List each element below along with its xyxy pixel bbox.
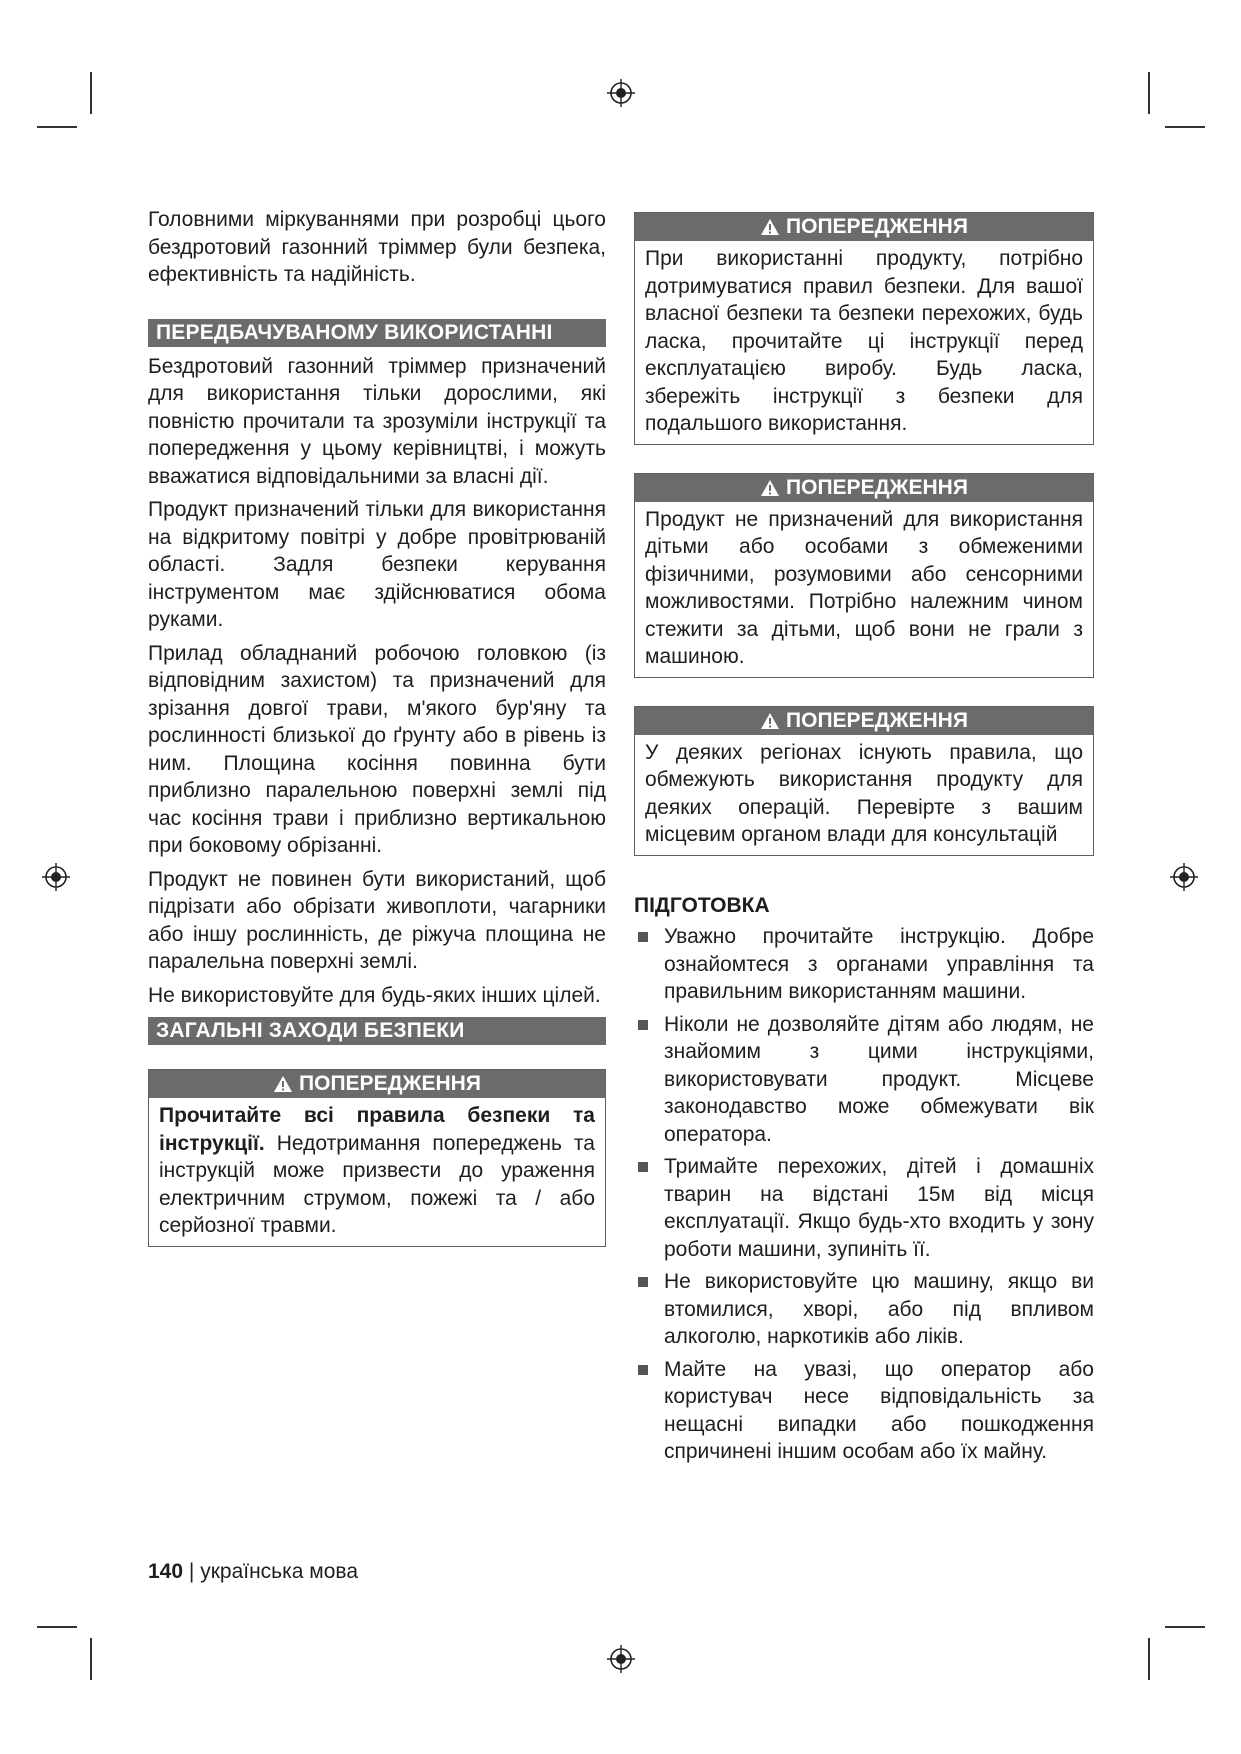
crop-mark	[1165, 126, 1205, 128]
warning-triangle-icon	[273, 1075, 293, 1093]
paragraph: Продукт не повинен бути використаний, щоб підрізати або обрізати живоплоти, чагарники або іншу рослинність, де ріжуча площина не паралельна поверхні землі.	[148, 867, 606, 973]
warning-body: Продукт не призначений для використання дітьми або особами з обмеженими фізичними, розумовими або сенсорними можливостями. Потрібно належним чином стежити за дітьми, щоб вони не грали з машиною.	[645, 507, 1083, 668]
crop-mark	[1165, 1626, 1205, 1628]
list-item	[634, 1356, 1094, 1466]
square-bullet-icon	[638, 932, 648, 942]
crop-mark	[90, 72, 92, 114]
warning-title: ПОПЕРЕДЖЕННЯ	[786, 475, 968, 499]
list-item-text: Уважно прочитайте інструкцію. Добре ознайомтеся з органами управління та правильним використанням машини.	[664, 925, 1094, 1003]
crop-mark	[1148, 1638, 1150, 1680]
footer-language: українська мова	[200, 1560, 359, 1583]
right-column	[634, 212, 1094, 1471]
warning-box	[634, 212, 1094, 445]
crop-mark	[37, 1626, 77, 1628]
warning-triangle-icon	[760, 218, 780, 236]
list-item-text: Майте на увазі, що оператор або користувач несе відповідальність за нещасні випадки або пошкодження спричинені іншим особам або їх майну.	[664, 1357, 1094, 1463]
registration-mark-icon	[606, 78, 636, 108]
warning-body	[149, 1098, 605, 1246]
registration-mark-icon	[1169, 862, 1199, 892]
list-item	[634, 1011, 1094, 1149]
warning-header	[635, 474, 1093, 502]
square-bullet-icon	[638, 1162, 648, 1172]
crop-mark	[37, 126, 77, 128]
paragraph: Продукт призначений тільки для використання на відкритому повітрі у добре провітрюваній області. Задля безпеки керування інструментом має здійснюватися обома руками.	[148, 498, 606, 631]
list-item	[634, 1268, 1094, 1351]
warning-title: ПОПЕРЕДЖЕННЯ	[299, 1072, 481, 1095]
warning-body: При використанні продукту, потрібно дотримуватися правил безпеки. Для вашої власної безпеки та безпеки перехожих, будь ласка, прочитайте ці інструкції перед експлуатацією виробу. Будь ласка, збережіть інструкції з безпеки для подальшого використання.	[645, 247, 1083, 435]
preparation-heading: ПІДГОТОВКА	[634, 893, 770, 917]
warning-header	[635, 213, 1093, 241]
registration-mark-icon	[41, 862, 71, 892]
list-item-text: Тримайте перехожих, дітей і домашніх тварин на відстані 15м від місця експлуатації. Якщо будь-хто входить у зону роботи машини, зупиніть її.	[664, 1155, 1094, 1261]
section-heading-general-safety: ЗАГАЛЬНІ ЗАХОДИ БЕЗПЕКИ	[148, 1017, 606, 1045]
list-item	[634, 923, 1094, 1006]
square-bullet-icon	[638, 1277, 648, 1287]
registration-mark-icon	[606, 1644, 636, 1674]
warning-body: У деяких регіонах існують правила, що обмежують використання продукту для деяких операцій. Перевірте з вашим місцевим органом влади для консультацій	[645, 740, 1083, 846]
crop-mark	[90, 1638, 92, 1680]
footer-separator: |	[188, 1560, 195, 1583]
page-number: 140	[148, 1560, 184, 1583]
warning-box	[148, 1069, 606, 1247]
crop-mark	[1148, 72, 1150, 114]
square-bullet-icon	[638, 1365, 648, 1375]
paragraph: Прилад обладнаний робочою головкою (із відповідним захистом) та призначений для зрізання довгої трави, м'якого бур'яну та рослинності близької до ґрунту або в рівень із ним. Площина косіння повинна бути приблизно паралельною поверхні землі під час косіння трави і приблизно вертикальною при боковому обрізанні.	[148, 641, 606, 857]
warning-header	[149, 1070, 605, 1098]
section-heading-intended-use: ПЕРЕДБАЧУВАНОМУ ВИКОРИСТАННІ	[148, 319, 606, 347]
warning-triangle-icon	[760, 712, 780, 730]
warning-bold-text: Прочитайте всі правила безпеки та інструкції.	[159, 1104, 595, 1155]
list-item	[634, 1153, 1094, 1263]
page-footer	[148, 1560, 358, 1584]
intro-paragraph: Головними міркуваннями при розробці цього бездротовий газонний тріммер були безпека, ефективність та надійність.	[148, 208, 606, 286]
preparation-list	[634, 923, 1094, 1466]
list-item-text: Ніколи не дозволяйте дітям або людям, не знайомим з цими інструкціями, використовувати продукт. Місцеве законодавство може обмежувати вік оператора.	[664, 1012, 1094, 1146]
warning-text: Недотримання попереджень та інструкцій може призвести до ураження електричним струмом, пожежі та / або серйозної травми.	[159, 1131, 595, 1237]
paragraph: Бездротовий газонний тріммер призначений для використання тільки дорослими, які повністю прочитали та зрозуміли інструкції та попередження у цьому керівництві, і можуть вважатися відповідальними за власні дії.	[148, 354, 606, 488]
warning-title: ПОПЕРЕДЖЕННЯ	[786, 215, 968, 238]
paragraph: Не використовуйте для будь-яких інших цілей.	[148, 983, 601, 1007]
warning-box	[634, 473, 1094, 678]
warning-triangle-icon	[760, 479, 780, 497]
left-column	[148, 206, 606, 1275]
warning-title: ПОПЕРЕДЖЕННЯ	[786, 708, 968, 732]
warning-box	[634, 706, 1094, 856]
square-bullet-icon	[638, 1020, 648, 1030]
warning-header	[635, 707, 1093, 735]
list-item-text: Не використовуйте цю машину, якщо ви втомилися, хворі, або під впливом алкоголю, наркотиків або ліків.	[664, 1270, 1094, 1348]
